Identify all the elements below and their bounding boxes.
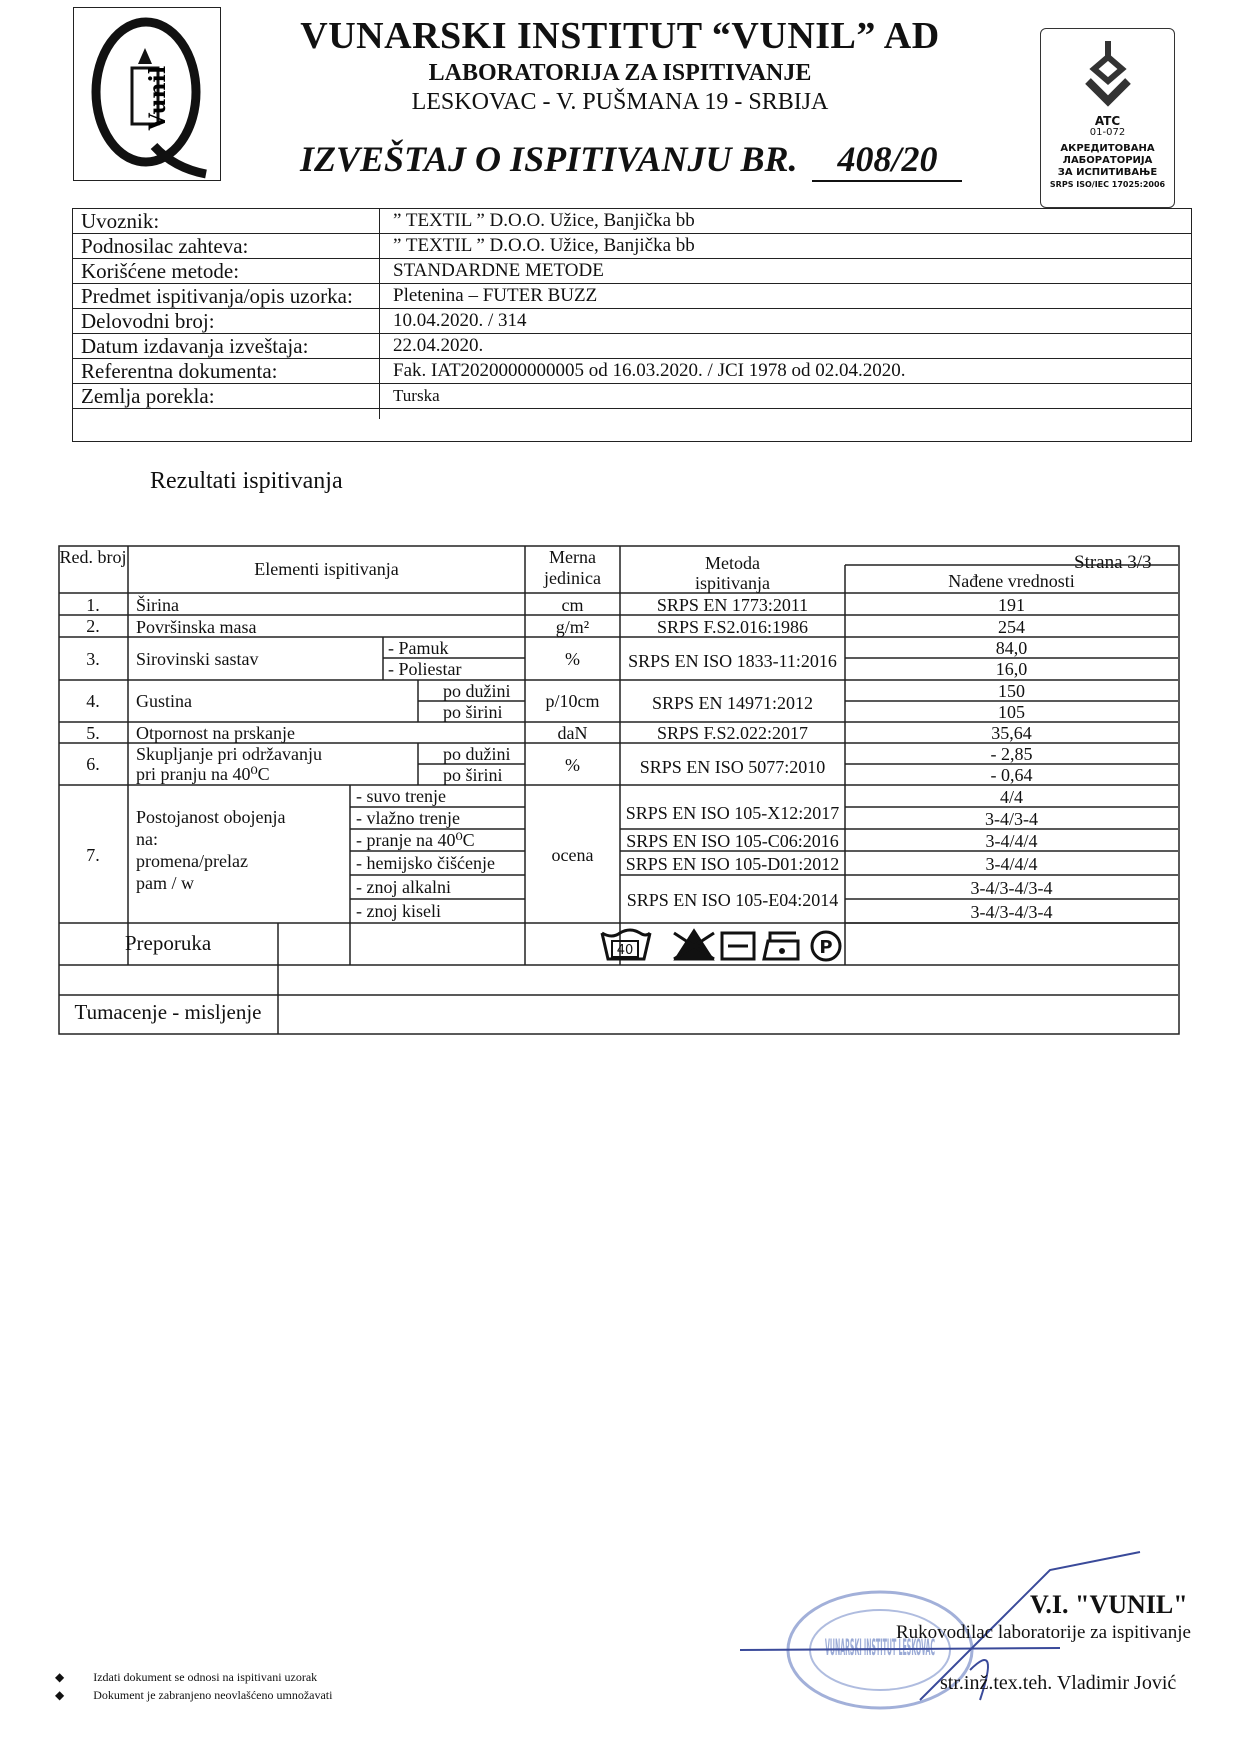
info-value: Pletenina – FUTER BUZZ [393, 285, 598, 306]
row-value: 105 [998, 702, 1025, 722]
row-unit: % [565, 649, 580, 669]
header-no: Red. broj [59, 547, 127, 567]
header-unit: Merna jedinica [544, 547, 601, 588]
info-value: 22.04.2020. [393, 335, 484, 356]
row-value: 84,0 [995, 638, 1028, 658]
info-label: Uvoznik: [81, 209, 160, 233]
row-value: 150 [998, 681, 1025, 701]
row-no: 2. [86, 616, 100, 636]
row-element: na: [136, 829, 158, 849]
row-method: SRPS EN ISO 5077:2010 [639, 757, 826, 777]
row-unit: cm [561, 595, 584, 615]
row-sub: po dužini [443, 744, 511, 764]
report-number: 408/20 [812, 138, 962, 182]
results-table [58, 545, 1180, 1035]
lab-address: LESKOVAC - V. PUŠMANA 19 - SRBIJA [411, 89, 829, 115]
row-sub: - znoj alkalni [356, 877, 451, 897]
atc-title: ATC [1094, 114, 1121, 128]
row-method: SRPS EN 1773:2011 [656, 595, 809, 615]
dry-clean-p-icon [812, 932, 840, 960]
row-method: SRPS EN ISO 105-D01:2012 [625, 854, 840, 874]
row-method: SRPS EN 14971:2012 [651, 693, 814, 713]
logo [73, 7, 221, 181]
signature-name: str.inž.tex.teh. Vladimir Jović [940, 1672, 1177, 1694]
info-value: Turska [393, 386, 440, 405]
signature-role: Rukovodilac laboratorije za ispitivanje [896, 1622, 1191, 1643]
row-value: 3-4/4/4 [985, 831, 1038, 851]
no-bleach-icon [674, 931, 714, 959]
info-row [73, 209, 1191, 234]
report-prefix: IZVEŠTAJ O ISPITIVANJU BR. [300, 139, 798, 179]
row-element: promena/prelaz [136, 851, 248, 871]
info-value: ” TEXTIL ” D.O.O. Užice, Banjička bb [393, 210, 695, 231]
row-value: 3-4/3-4/3-4 [970, 902, 1053, 922]
atc-logo-icon [1078, 37, 1138, 111]
row-no: 4. [86, 691, 100, 711]
row-unit: ocena [551, 845, 594, 865]
atc-line2: ЛАБОРАТОРИЈА [1062, 155, 1153, 166]
row-sub: - znoj kiseli [356, 901, 441, 921]
row-method: SRPS EN ISO 105-C06:2016 [626, 831, 839, 851]
row-sub: - hemijsko čišćenje [356, 853, 495, 873]
info-label: Delovodni broj: [81, 309, 215, 333]
info-label: Zemlja porekla: [81, 384, 215, 408]
row-sub: - suvo trenje [356, 786, 446, 806]
logo-text: Vunil [145, 65, 171, 131]
row-value: 16,0 [995, 659, 1028, 679]
row-no: 6. [86, 754, 100, 774]
row-unit: daN [557, 723, 588, 743]
row-method: SRPS EN ISO 105-E04:2014 [626, 890, 839, 910]
row-sub: - Pamuk [388, 638, 449, 658]
info-label: Korišćene metode: [81, 259, 240, 283]
atc-line4: SRPS ISO/IEC 17025:2006 [1049, 180, 1166, 189]
vunil-q-logo-icon [74, 8, 220, 180]
row-no: 7. [86, 845, 100, 865]
row-value: - 2,85 [990, 744, 1033, 764]
info-value: 10.04.2020. / 314 [393, 310, 527, 331]
wash-40-icon [602, 930, 650, 959]
recommendation-label: Preporuka [124, 931, 212, 955]
row-method: SRPS F.S2.022:2017 [656, 723, 809, 743]
row-element: Površinska masa [136, 617, 257, 637]
info-label: Podnosilac zahteva: [81, 234, 249, 258]
row-value: 191 [998, 595, 1025, 615]
atc-code: 01-072 [1089, 127, 1126, 138]
info-value: ” TEXTIL ” D.O.O. Užice, Banjička bb [393, 235, 695, 256]
institute-name: VUNARSKI INSTITUT “VUNIL” AD [300, 15, 940, 57]
bullet-icon: ◆ [55, 1688, 65, 1702]
row-value: 254 [998, 617, 1025, 637]
row-unit: p/10cm [545, 691, 600, 711]
header-value: Nađene vrednosti [948, 571, 1075, 591]
iron-icon [764, 933, 798, 959]
stamp-text: VUNARSKI INSTITUT LESKOVAC [825, 1636, 935, 1661]
row-sub: po širini [443, 702, 503, 722]
row-value: 3-4/4/4 [985, 854, 1038, 874]
row-no: 3. [86, 649, 100, 669]
row-value: 3-4/3-4/3-4 [970, 878, 1053, 898]
sample-info-table [72, 208, 1192, 442]
wash-temp: 40 [616, 943, 634, 958]
row-no: 1. [86, 595, 100, 615]
row-method: SRPS EN ISO 105-X12:2017 [625, 803, 840, 823]
svg-text:P: P [819, 937, 833, 958]
row-sub: - Poliestar [388, 659, 462, 679]
row-sub: po dužini [443, 681, 511, 701]
info-label: Datum izdavanja izveštaja: [81, 334, 309, 358]
row-method: SRPS EN ISO 1833-11:2016 [628, 651, 837, 671]
row-no: 5. [86, 723, 100, 743]
row-method: SRPS F.S2.016:1986 [656, 617, 809, 637]
info-value: STANDARDNE METODE [393, 260, 604, 281]
row-element: pam / w [136, 873, 194, 893]
signature-org: V.I. "VUNIL" [1030, 1590, 1188, 1619]
row-element: Gustina [136, 691, 192, 711]
info-label: Referentna dokumenta: [81, 359, 278, 383]
care-symbols [598, 927, 928, 963]
info-row [73, 384, 1191, 409]
row-element: Otpornost na prskanje [136, 723, 295, 743]
row-sub: - vlažno trenje [356, 808, 460, 828]
row-element: pri pranju na 40⁰C [136, 764, 270, 784]
row-element: Širina [136, 595, 179, 615]
bullet-icon: ◆ [55, 1670, 65, 1684]
info-row [73, 309, 1191, 334]
interpretation-label: Tumacenje - misljenje [74, 1000, 262, 1024]
info-row [73, 259, 1191, 284]
row-value: - 0,64 [990, 765, 1033, 785]
row-element: Skupljanje pri održavanju [136, 744, 322, 764]
info-row [73, 284, 1191, 309]
report-title [300, 138, 962, 182]
row-unit: % [565, 755, 580, 775]
row-element: Postojanost obojenja [136, 807, 286, 827]
row-sub: po širini [443, 765, 503, 785]
footer-note: ◆ Izdati dokument se odnosi na ispitivani uzorak [55, 1670, 318, 1684]
header-element: Elementi ispitivanja [254, 559, 399, 579]
info-row [73, 334, 1191, 359]
lab-name: LABORATORIJA ZA ISPITIVANJE [428, 60, 812, 86]
footer-note: ◆ Dokument je zabranjeno neovlašćeno umnožavati [55, 1688, 333, 1702]
row-value: 3-4/3-4 [985, 809, 1038, 829]
info-label: Predmet ispitivanja/opis uzorka: [81, 284, 353, 308]
accreditation-badge [1040, 28, 1175, 208]
info-row [73, 234, 1191, 259]
page-indicator: Strana 3/3 [1074, 552, 1152, 573]
header-method: Metoda ispitivanja [695, 553, 770, 593]
atc-line1: АКРЕДИТОВАНА [1060, 143, 1155, 154]
info-value: Fak. IAT2020000000005 od 16.03.2020. / JCI 1978 od 02.04.2020. [393, 360, 906, 381]
row-element: Sirovinski sastav [136, 649, 259, 669]
results-title: Rezultati ispitivanja [150, 468, 343, 494]
row-unit: g/m² [555, 617, 590, 637]
row-value: 4/4 [999, 787, 1023, 807]
tumble-dry-icon [722, 933, 754, 959]
row-value: 35,64 [991, 723, 1032, 743]
info-row [73, 359, 1191, 384]
row-sub: - pranje na 40⁰C [356, 830, 475, 850]
atc-line3: ЗА ИСПИТИВАЊЕ [1057, 167, 1158, 178]
